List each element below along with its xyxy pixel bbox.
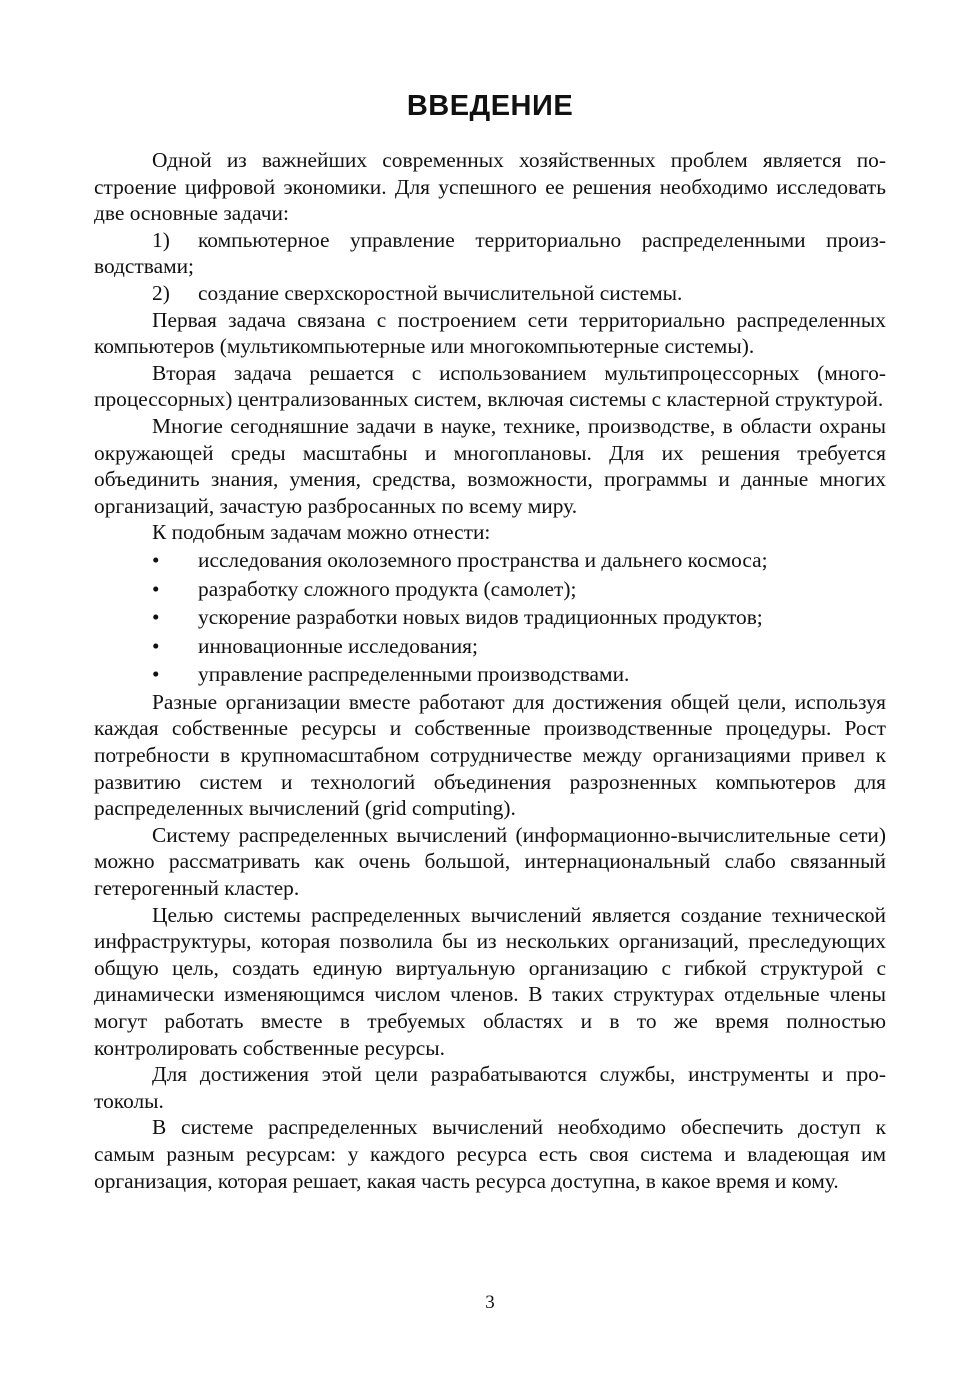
- bullet-list: [94, 546, 886, 689]
- bullet-icon: •: [152, 662, 160, 687]
- paragraph-intro: Одной из важнейших современных хозяйственных проблем является построение цифровой экономики. Для успешного ее решения необходимо исследовать две основные задачи:: [94, 148, 886, 226]
- numbered-item-2: [94, 280, 886, 307]
- numbered-item-marker: 2): [152, 280, 170, 305]
- page-title: ВВЕДЕНИЕ: [406, 90, 574, 122]
- bullet-text: разработку сложного продукта (самолет);: [198, 576, 577, 601]
- paragraph-services: Для достижения этой цели разрабатываются службы, инструменты и протоколы.: [94, 1062, 886, 1113]
- bullet-text: инновационные исследования;: [198, 633, 478, 658]
- numbered-item-1: [94, 227, 886, 280]
- paragraph-organizations: Разные организации вместе работают для достижения общей цели, используя каждая собственные ресурсы и собственные производственные процедуры. Рост потребности в крупномасштабном сотрудничестве между организациями привел к развитию систем и технологий объединения разрозненных компьютеров для распределенных вычислений (grid computing).: [94, 689, 886, 821]
- page-number: 3: [485, 1292, 495, 1313]
- bullet-text: исследования околоземного пространства и дальнего космоса;: [198, 547, 768, 572]
- bullet-item: [94, 603, 886, 632]
- bullet-item: [94, 660, 886, 689]
- paragraph-goal: Целью системы распределенных вычислений является создание технической инфраструктуры, которая позволила бы из нескольких организаций, преследующих общую цель, создать единую виртуальную организацию с гибкой структурой с динамически изменяющимся числом членов. В таких структурах отдельные члены могут работать вместе в требуемых областях и в то же время полностью контролировать собственные ресурсы.: [94, 902, 886, 1060]
- paragraph-task2: Вторая задача решается с использованием мультипроцессорных (многопроцессорных) централизованных систем, включая системы с кластерной структурой.: [94, 360, 886, 412]
- bullet-text: управление распределенными производствами.: [198, 662, 630, 687]
- paragraph-list-intro: К подобным задачам можно отнести:: [152, 520, 491, 545]
- bullet-item: [94, 575, 886, 604]
- body-text: [94, 147, 886, 1194]
- bullet-icon: •: [152, 605, 160, 630]
- numbered-item-text: создание сверхскоростной вычислительной системы.: [198, 280, 683, 305]
- bullet-item: [94, 546, 886, 575]
- numbered-item-marker: 1): [152, 227, 170, 252]
- numbered-item-text: компьютерное управление территориально распределенными производствами;: [94, 227, 886, 279]
- paragraph-distributed-system: Систему распределенных вычислений (информационно-вычислительные сети) можно рассматривать как очень большой, интернациональный слабо связанный гетерогенный кластер.: [94, 822, 886, 901]
- bullet-icon: •: [152, 576, 160, 601]
- bullet-item: [94, 632, 886, 661]
- paragraph-tasks-today: Многие сегодняшние задачи в науке, технике, производстве, в области охраны окружающей среды масштабны и многоплановы. Для их решения требуется объединить знания, умения, средства, возможности, программы и данные многих организаций, зачастую разбросанных по всему миру.: [94, 413, 886, 518]
- bullet-text: ускорение разработки новых видов традиционных продуктов;: [198, 605, 763, 630]
- bullet-icon: •: [152, 547, 160, 572]
- paragraph-access: В системе распределенных вычислений необходимо обеспечить доступ к самым разным ресурсам: у каждого ресурса есть своя система и владеющая им организация, которая решает, какая часть ресурса доступна, в какое время и кому.: [94, 1115, 886, 1193]
- bullet-icon: •: [152, 633, 160, 658]
- paragraph-task1: Первая задача связана с построением сети территориально распределенных компьютеров (мультикомпьютерные или многокомпьютерные системы).: [94, 307, 886, 359]
